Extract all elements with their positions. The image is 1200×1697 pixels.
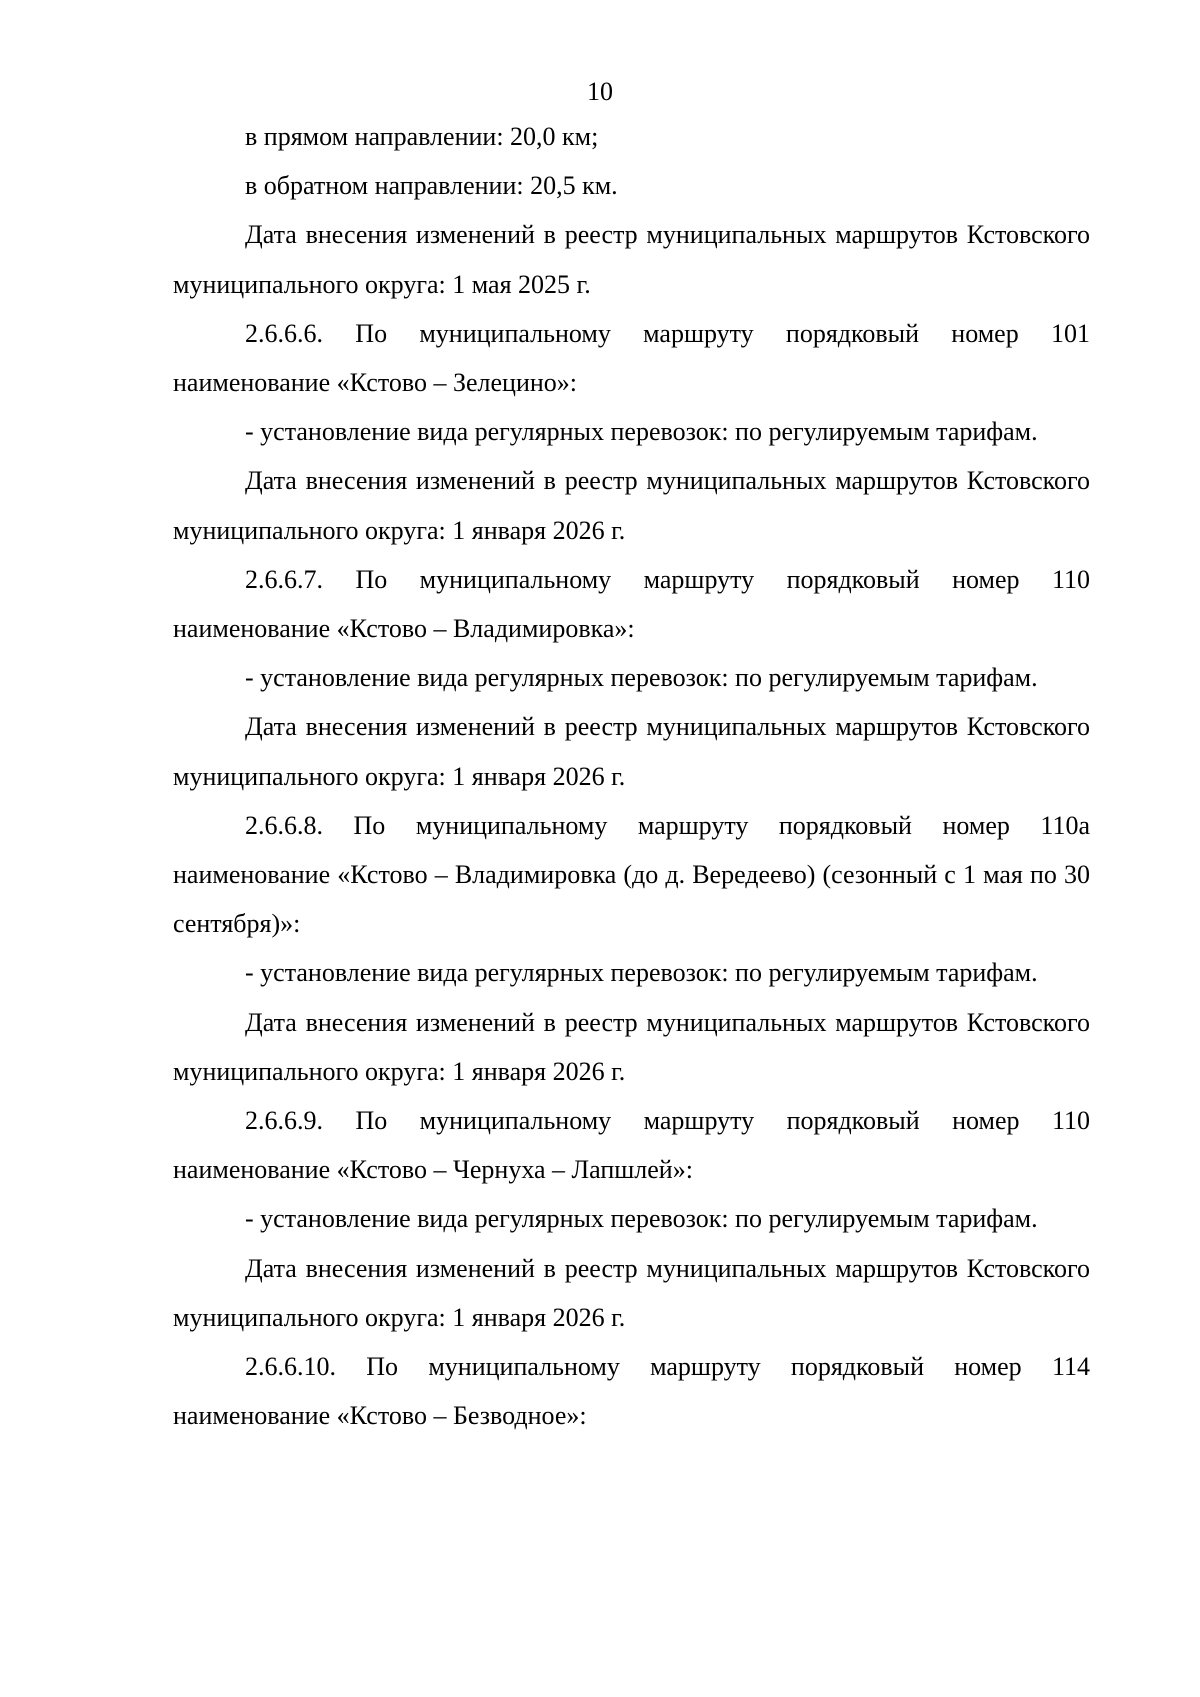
paragraph-direct-distance: в прямом направлении: 20,0 км; bbox=[245, 122, 599, 151]
paragraph-route-101-tariff: - установление вида регулярных перевозок: по регулируемым тарифам. bbox=[245, 417, 1038, 447]
paragraph-route-114: 2.6.6.10. По муниципальному маршруту порядковый номер 114 наименование «Кстово – Безводное»: bbox=[173, 1352, 1090, 1431]
document-body bbox=[173, 112, 1090, 1440]
paragraph-route-110: 2.6.6.7. По муниципальному маршруту порядковый номер 110 наименование «Кстово – Владимировка»: bbox=[173, 564, 1090, 644]
paragraph-registry-date: Дата внесения изменений в реестр муниципальных маршрутов Кстовского муниципального округа: 1 мая 2025 г. bbox=[173, 220, 1090, 299]
paragraph-route-110a: 2.6.6.8. По муниципальному маршруту порядковый номер 110а наименование «Кстово – Владимировка (до д. Вередеево) (сезонный с 1 мая по 30 сентября)»: bbox=[173, 810, 1090, 939]
paragraph-route-101-date: Дата внесения изменений в реестр муниципальных маршрутов Кстовского муниципального округа: 1 января 2026 г. bbox=[173, 466, 1090, 545]
paragraph-route-110-date: Дата внесения изменений в реестр муниципальных маршрутов Кстовского муниципального округа: 1 января 2026 г. bbox=[173, 712, 1090, 791]
paragraph-route-110-chernukha-tariff: - установление вида регулярных перевозок: по регулируемым тарифам. bbox=[245, 1204, 1038, 1234]
paragraph-route-110-chernukha-date: Дата внесения изменений в реестр муниципальных маршрутов Кстовского муниципального округа: 1 января 2026 г. bbox=[173, 1253, 1090, 1332]
paragraph-route-110a-date: Дата внесения изменений в реестр муниципальных маршрутов Кстовского муниципального округа: 1 января 2026 г. bbox=[173, 1007, 1090, 1086]
paragraph-route-110a-tariff: - установление вида регулярных перевозок: по регулируемым тарифам. bbox=[245, 958, 1038, 988]
paragraph-route-110-tariff: - установление вида регулярных перевозок: по регулируемым тарифам. bbox=[245, 663, 1038, 693]
paragraph-route-101: 2.6.6.6. По муниципальному маршруту порядковый номер 101 наименование «Кстово – Зелецино»: bbox=[173, 318, 1090, 398]
page-number: 10 bbox=[587, 77, 613, 106]
paragraph-route-110-chernukha: 2.6.6.9. По муниципальному маршруту порядковый номер 110 наименование «Кстово – Чернуха – Лапшлей»: bbox=[173, 1106, 1090, 1185]
paragraph-reverse-distance: в обратном направлении: 20,5 км. bbox=[245, 171, 618, 201]
